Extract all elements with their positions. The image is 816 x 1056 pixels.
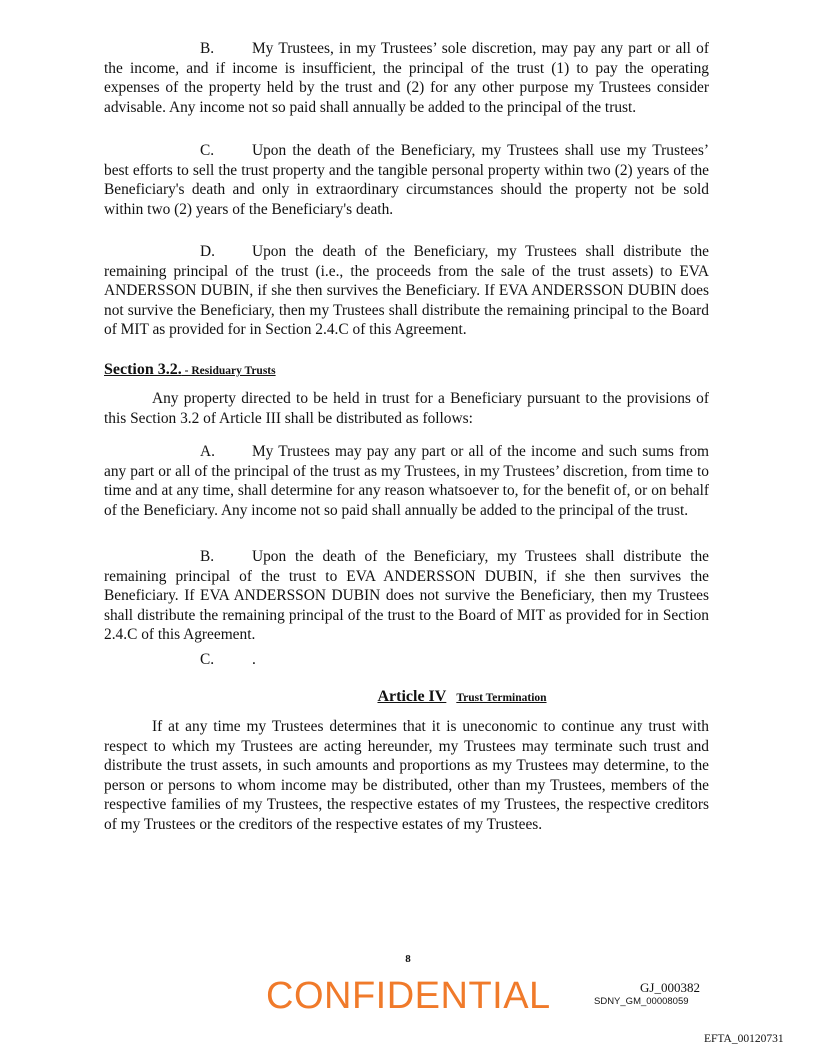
section-3-2-intro: Any property directed to be held in trust for a Beneficiary pursuant to the provisions of this Section 3.2 of Article III shall be distributed as follows:	[104, 390, 709, 427]
paragraph-3-2-c-text: .	[252, 651, 256, 668]
article-iv-title: Trust Termination	[456, 692, 547, 704]
paragraph-c-text: Upon the death of the Beneficiary, my Trustees shall use my Trustees’ best efforts to sell the trust property and the tangible personal property within two (2) years of the Beneficiary's death and only in extraordinary circumstances should the property not be sold within two (2) years of the Beneficiary's death.	[104, 142, 709, 218]
paragraph-d-text: Upon the death of the Beneficiary, my Trustees shall distribute the remaining principal of the trust (i.e., the proceeds from the sale of the trust assets) to EVA ANDERSSON DUBIN, if she then survives the Beneficiary. If EVA ANDERSSON DUBIN does not survive the Beneficiary, then my Trustees shall distribute the remaining principal to the Board of MIT as provided for in Section 2.4.C of this Agreement.	[104, 243, 709, 338]
bates-number-sdny: SDNY_GM_00008059	[594, 996, 689, 1007]
article-iv-number: Article IV	[377, 688, 447, 705]
paragraph-3-2-c	[104, 650, 709, 670]
paragraph-3-2-c-marker: C.	[200, 651, 215, 668]
paragraph-b-text: My Trustees, in my Trustees’ sole discretion, may pay any part or all of the income, and if income is insufficient, the principal of the trust (1) to pay the operating expenses of the property held by the trust and (2) for any other purpose my Trustees consider advisable. Any income not so paid shall annually be added to the principal of the trust.	[104, 40, 709, 116]
section-3-2-number: Section 3.2.	[104, 361, 182, 378]
paragraph-3-2-b-marker: B.	[200, 548, 215, 565]
article-iv-heading	[0, 688, 816, 706]
page-number: 8	[405, 953, 411, 965]
paragraph-c	[104, 141, 709, 219]
paragraph-3-2-b-text: Upon the death of the Beneficiary, my Trustees shall distribute the remaining principal of the trust to EVA ANDERSSON DUBIN, if she then survives the Beneficiary. If EVA ANDERSSON DUBIN does not survive the Beneficiary, then my Trustees shall distribute the remaining principal of the trust to the Board of MIT as provided for in Section 2.4.C of this Agreement.	[104, 548, 709, 643]
paragraph-b	[104, 39, 709, 117]
section-3-2-heading	[104, 361, 276, 379]
paragraph-3-2-b	[104, 547, 709, 645]
confidential-stamp: CONFIDENTIAL	[266, 975, 551, 1017]
paragraph-d	[104, 242, 709, 340]
paragraph-3-2-a-marker: A.	[200, 443, 215, 460]
efta-number: EFTA_00120731	[704, 1033, 784, 1045]
article-iv-text: If at any time my Trustees determines that it is uneconomic to continue any trust with respect to which my Trustees are acting hereunder, my Trustees may terminate such trust and distribute the trust assets, in such amounts and proportions as my Trustees may determine, to the person or persons to whom income may be distributed, other than my Trustees, members of the respective families of my Trustees, the respective estates of my Trustees, the respective creditors of my Trustees or the creditors of the respective estates of my Trustees.	[104, 718, 709, 833]
paragraph-c-marker: C.	[200, 142, 215, 159]
paragraph-b-marker: B.	[200, 40, 215, 57]
bates-number-gj: GJ_000382	[640, 980, 700, 995]
paragraph-d-marker: D.	[200, 243, 215, 260]
section-3-2-title: - Residuary Trusts	[181, 365, 276, 377]
paragraph-3-2-a	[104, 442, 709, 520]
paragraph-3-2-a-text: My Trustees may pay any part or all of the income and such sums from any part or all of the principal of the trust as my Trustees, in my Trustees’ discretion, from time to time and at any time, shall determine for any reason whatsoever to, for the benefit of, or on behalf of the Beneficiary. Any income not so paid shall annually be added to the principal of the trust.	[104, 443, 709, 519]
